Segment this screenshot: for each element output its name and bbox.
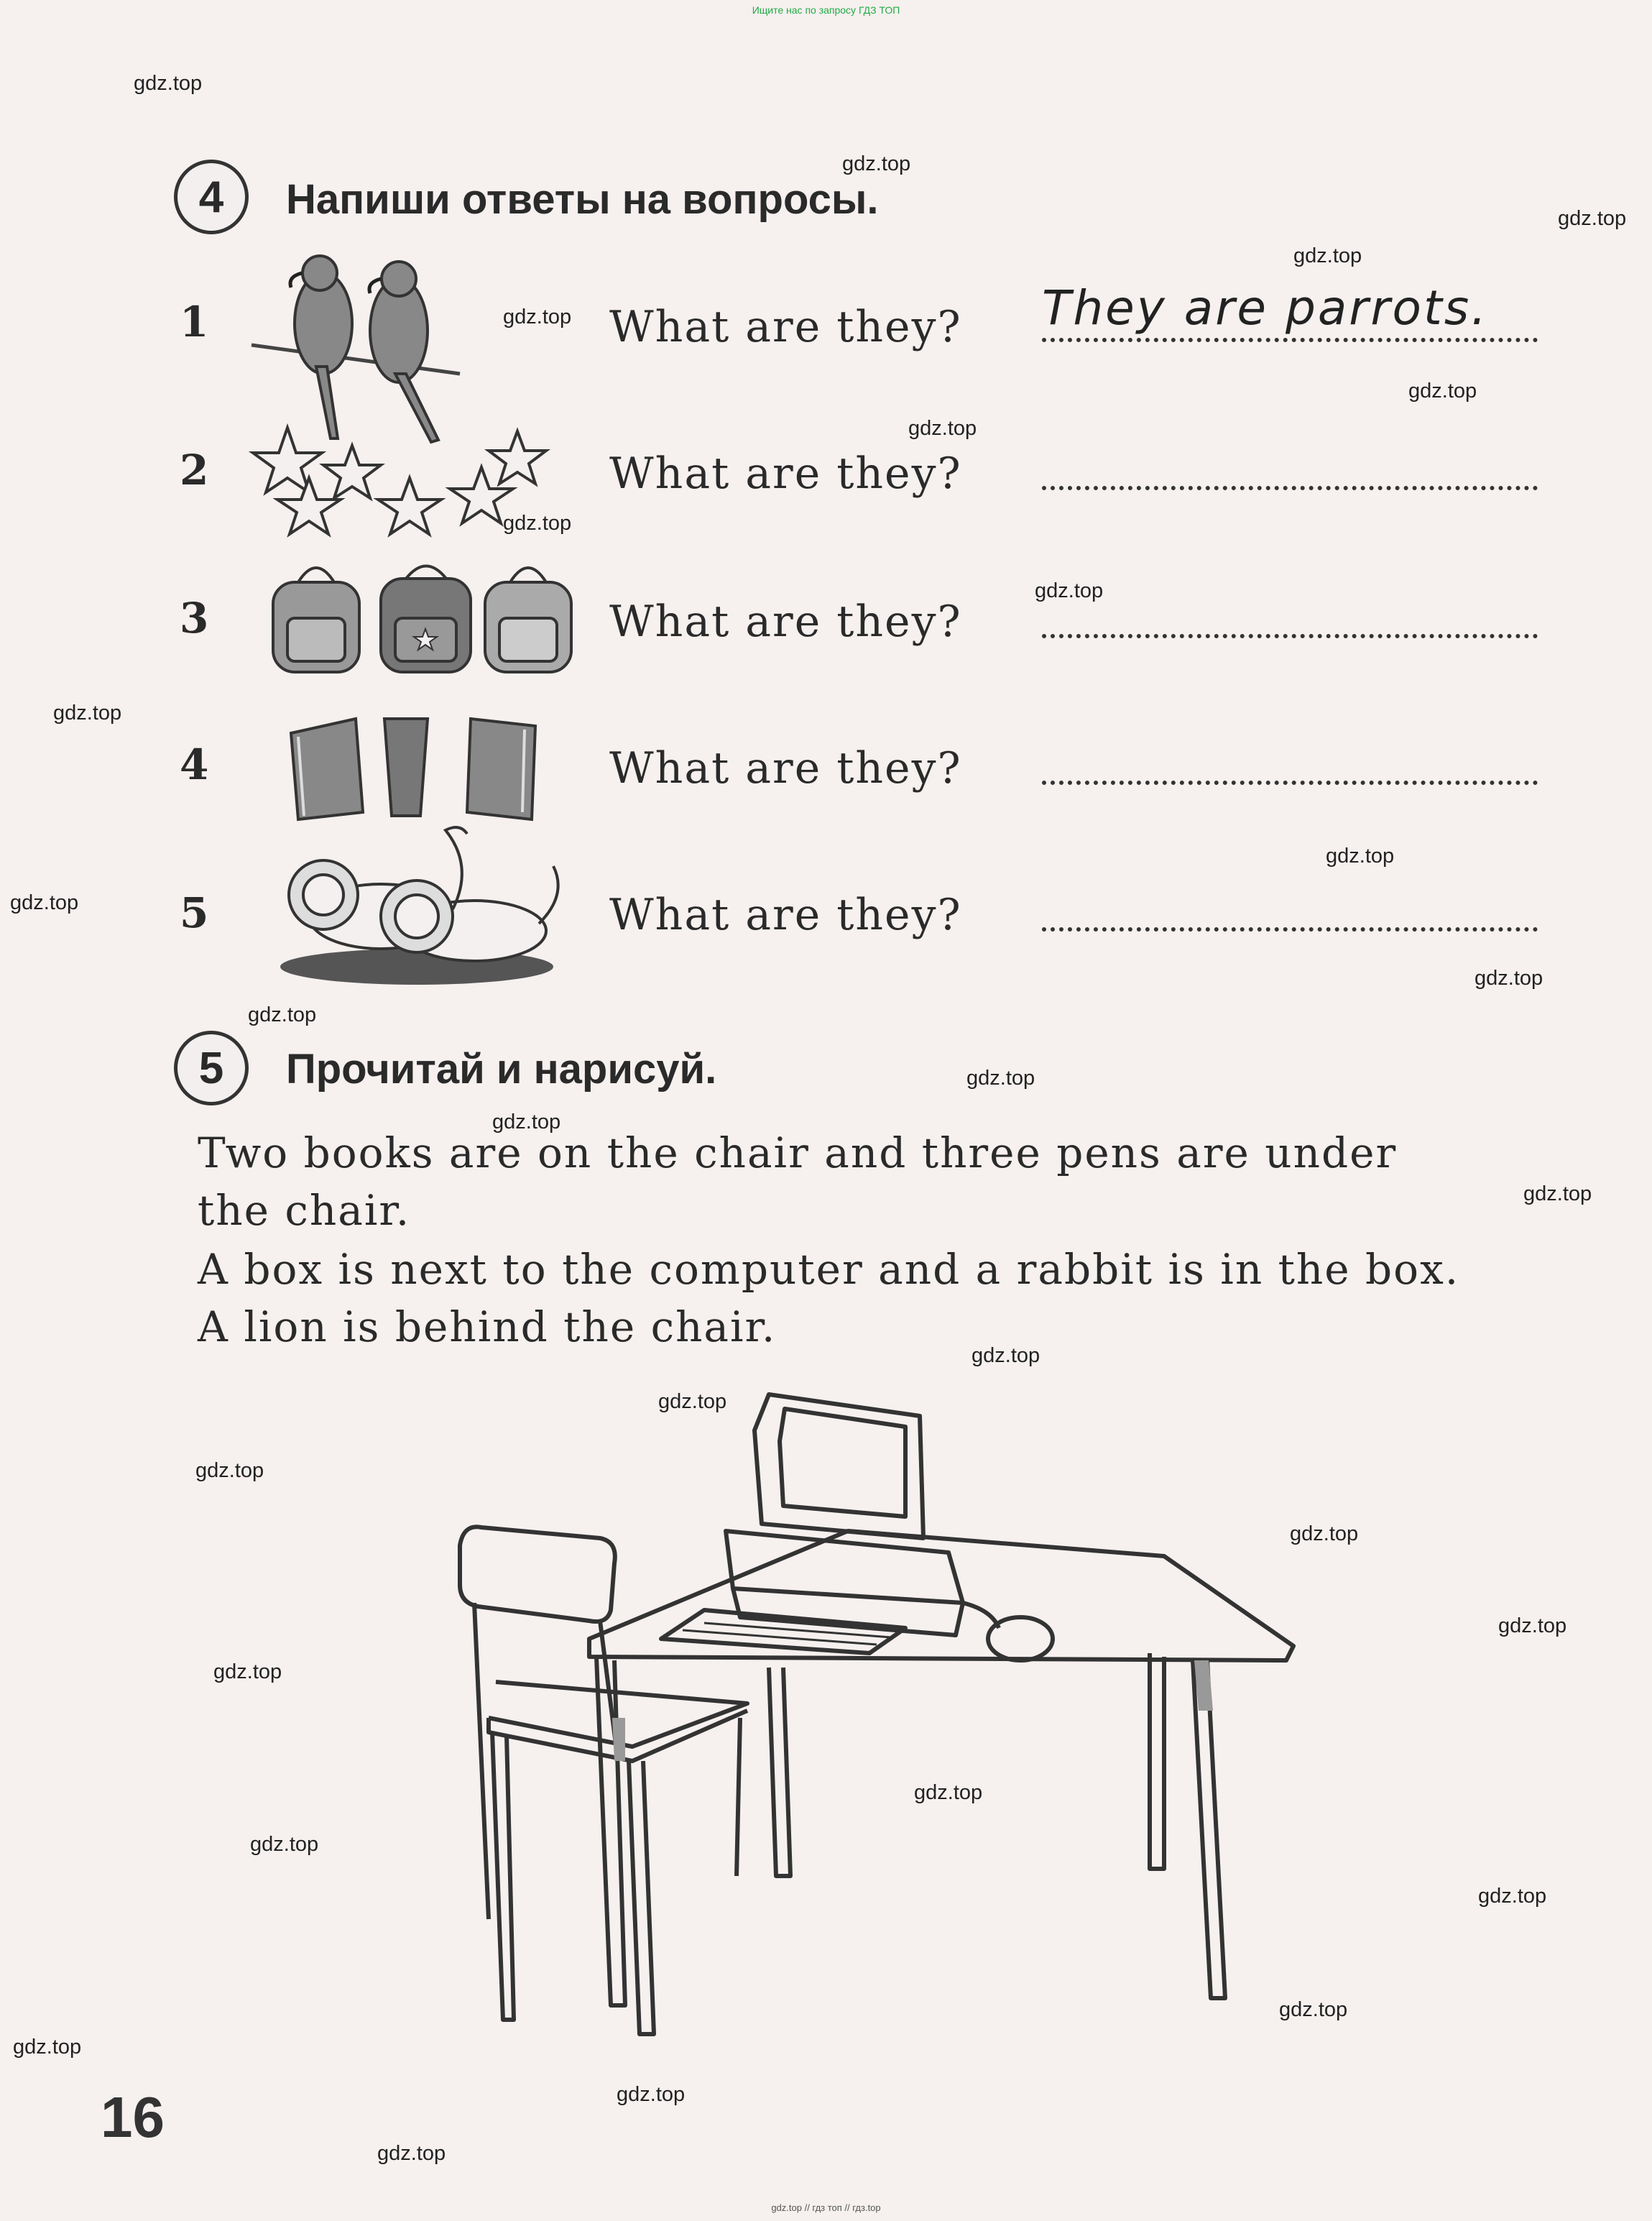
task4-item4-question: What are they? (609, 743, 962, 794)
task5-line1: Two books are on the chair and three pens are under (198, 1128, 1398, 1177)
desk-chair-computer-drawing[interactable] (446, 1373, 1308, 2092)
watermark: gdz.top (1558, 207, 1627, 230)
task5-title: Прочитай и нарисуй. (286, 1046, 717, 1093)
watermark: gdz.top (1290, 1522, 1359, 1545)
watermark: gdz.top (1293, 244, 1362, 267)
task4-item3-number: 3 (180, 594, 209, 643)
watermark: gdz.top (53, 702, 122, 725)
task4-item1-answer-line[interactable] (1042, 338, 1538, 342)
task4-item3-answer-line[interactable] (1042, 634, 1538, 638)
watermark: gdz.top (1279, 1998, 1348, 2021)
page-number: 16 (101, 2085, 165, 2149)
watermark: gdz.top (248, 1003, 317, 1026)
watermark: gdz.top (13, 2036, 82, 2059)
task4-item1-number: 1 (180, 298, 209, 346)
watermark: gdz.top (908, 417, 977, 440)
watermark: gdz.top (1498, 1614, 1567, 1637)
watermark: gdz.top (377, 2142, 446, 2165)
footer-note: gdz.top // гдз топ // гдз.top (771, 2202, 881, 2213)
watermark: gdz.top (1035, 579, 1104, 602)
task4-item2-question: What are they? (609, 449, 962, 499)
task4-item4-number: 4 (180, 740, 209, 789)
watermark: gdz.top (492, 1110, 561, 1134)
watermark: gdz.top (914, 1781, 983, 1804)
task4-item2-answer-line[interactable] (1042, 486, 1538, 490)
task4-item1-answer[interactable]: They are parrots. (1042, 280, 1489, 336)
task5-line3: A box is next to the computer and a rabbit is in the box. (198, 1245, 1460, 1294)
task4-title: Напиши ответы на вопросы. (286, 176, 879, 223)
watermark: gdz.top (10, 891, 79, 914)
watermark: gdz.top (972, 1344, 1040, 1367)
task4-number: 4 (174, 160, 249, 234)
task4-item5-number: 5 (180, 888, 209, 937)
lions-icon (273, 816, 575, 988)
task5-line4: A lion is behind the chair. (198, 1302, 777, 1351)
watermark: gdz.top (195, 1459, 264, 1482)
task4-item5-question: What are they? (609, 890, 962, 940)
books-icon (277, 704, 564, 823)
task4-item1-question: What are they? (609, 302, 962, 352)
parrots-icon (244, 252, 582, 446)
watermark: gdz.top (213, 1660, 282, 1683)
watermark: gdz.top (503, 305, 572, 328)
task5-number: 5 (174, 1031, 249, 1105)
watermark: gdz.top (1478, 1885, 1547, 1908)
watermark: gdz.top (1523, 1182, 1592, 1205)
watermark: gdz.top (966, 1067, 1035, 1090)
watermark: gdz.top (617, 2083, 686, 2106)
header-note: Ищите нас по запросу ГДЗ ТОП (752, 4, 900, 16)
task4-item2-number: 2 (180, 446, 209, 495)
watermark: gdz.top (1475, 967, 1543, 990)
watermark: gdz.top (134, 72, 203, 95)
watermark: gdz.top (503, 512, 572, 535)
watermark: gdz.top (842, 152, 911, 175)
backpacks-icon (262, 553, 578, 676)
task4-item3-question: What are they? (609, 597, 962, 647)
task4-item4-answer-line[interactable] (1042, 781, 1538, 785)
watermark: gdz.top (250, 1833, 319, 1856)
task5-line2: the chair. (198, 1186, 411, 1235)
task4-item5-answer-line[interactable] (1042, 927, 1538, 932)
watermark: gdz.top (1326, 845, 1395, 868)
watermark: gdz.top (1408, 380, 1477, 403)
watermark: gdz.top (658, 1390, 727, 1413)
